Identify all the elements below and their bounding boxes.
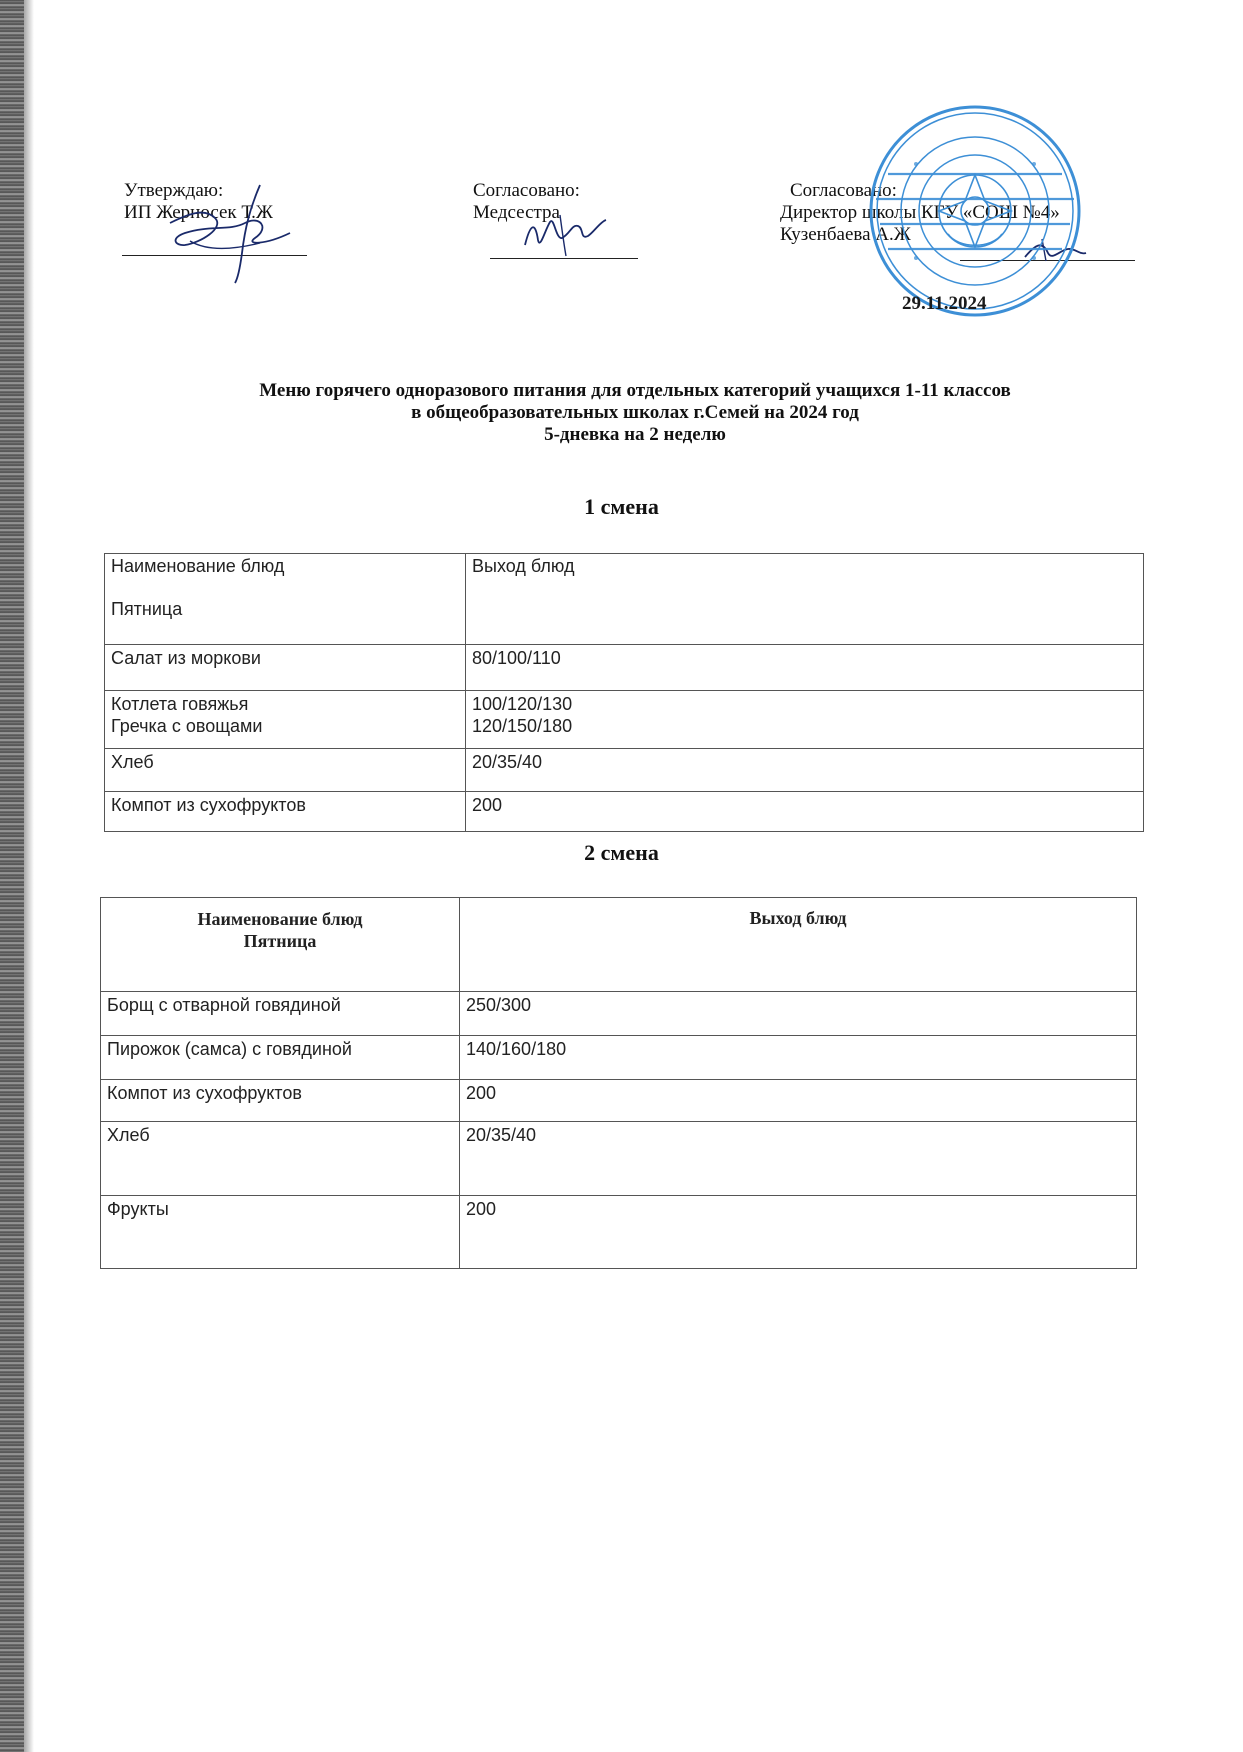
- dish-name: Хлеб: [107, 1125, 150, 1145]
- title-line-1: Меню горячего одноразового питания для отдельных категорий учащихся 1-11 классов: [259, 380, 1011, 401]
- approval-owner-name: ИП Жерносек Т.Ж: [124, 202, 273, 223]
- output-cell: [466, 691, 1144, 749]
- dish-name: Пирожок (самса) с говядиной: [107, 1039, 352, 1059]
- header-output-label: Выход блюд: [472, 556, 575, 576]
- header-output-cell: [466, 554, 1144, 645]
- approval-director-label: Согласовано:: [790, 180, 897, 201]
- dish-name: Гречка с овощами: [111, 716, 263, 736]
- title-line-2: в общеобразовательных школах г.Семей на 2024 год: [411, 402, 859, 423]
- dish-output: 200: [466, 1083, 497, 1103]
- dish-name: Салат из моркови: [111, 648, 261, 668]
- header-day-label: Пятница: [111, 599, 183, 619]
- table-row: [101, 1196, 1137, 1269]
- nurse-signature: [520, 210, 610, 260]
- dish-name: Фрукты: [107, 1199, 169, 1219]
- dish-cell: [105, 792, 466, 832]
- owner-signature: [150, 183, 310, 288]
- shift-1-table: [104, 553, 1144, 832]
- dish-output: 20/35/40: [472, 752, 543, 772]
- approval-date: 29.11.2024: [902, 293, 987, 314]
- table-header-row: [105, 554, 1144, 645]
- header-dish-cell: [105, 554, 466, 645]
- header-day-label: Пятница: [243, 931, 317, 951]
- dish-cell: [105, 645, 466, 691]
- output-cell: [460, 1080, 1137, 1122]
- dish-name: Компот из сухофруктов: [107, 1083, 302, 1103]
- approval-nurse-label: Согласовано:: [473, 180, 580, 201]
- dish-cell: [101, 1036, 460, 1080]
- dish-output: 80/100/110: [472, 648, 561, 668]
- output-cell: [460, 1036, 1137, 1080]
- table-row: [105, 749, 1144, 792]
- table-row: [101, 992, 1137, 1036]
- table-row: [101, 1080, 1137, 1122]
- dish-name: Борщ с отварной говядиной: [107, 995, 341, 1015]
- header-dish-label: Наименование блюд: [111, 556, 285, 576]
- table-header-row: [101, 898, 1137, 992]
- school-stamp: [868, 104, 1082, 318]
- shift-1-heading: 1 смена: [584, 494, 659, 519]
- dish-output: 120/150/180: [472, 716, 573, 736]
- dish-cell: [105, 749, 466, 792]
- table-row: [105, 645, 1144, 691]
- dish-cell: [101, 1122, 460, 1196]
- output-cell: [466, 645, 1144, 691]
- scan-edge-shadow: [24, 0, 34, 1752]
- table-row: [101, 1122, 1137, 1196]
- header-output-label: Выход блюд: [749, 908, 847, 928]
- dish-output: 200: [472, 795, 503, 815]
- dish-output: 20/35/40: [466, 1125, 537, 1145]
- approval-director-name: Кузенбаева А.Ж: [780, 224, 911, 245]
- dish-output: 140/160/180: [466, 1039, 567, 1059]
- header-output-cell: [460, 898, 1137, 992]
- output-cell: [466, 749, 1144, 792]
- approval-director-title: Директор школы КГУ «СОШ №4»: [780, 202, 1060, 223]
- output-cell: [460, 1196, 1137, 1269]
- header-dish-label: Наименование блюд: [197, 909, 363, 929]
- output-cell: [466, 792, 1144, 832]
- document-title: [110, 380, 1160, 446]
- dish-name: Котлета говяжья: [111, 694, 249, 714]
- dish-cell: [101, 1196, 460, 1269]
- output-cell: [460, 1122, 1137, 1196]
- title-line-3: 5-дневка на 2 неделю: [544, 424, 726, 445]
- output-cell: [460, 992, 1137, 1036]
- shift-2-heading: 2 смена: [584, 840, 659, 865]
- header-dish-cell: [101, 898, 460, 992]
- dish-cell: [101, 992, 460, 1036]
- scan-edge: [0, 0, 24, 1752]
- table-row: [105, 691, 1144, 749]
- shift-2-table: [100, 897, 1137, 1269]
- dish-name: Компот из сухофруктов: [111, 795, 306, 815]
- table-row: [101, 1036, 1137, 1080]
- dish-output: 200: [466, 1199, 497, 1219]
- approval-nurse-name: Медсестра: [473, 202, 560, 223]
- dish-output: 100/120/130: [472, 694, 573, 714]
- approval-owner-label: Утверждаю:: [124, 180, 224, 201]
- table-row: [105, 792, 1144, 832]
- dish-cell: [101, 1080, 460, 1122]
- dish-name: Хлеб: [111, 752, 154, 772]
- dish-output: 250/300: [466, 995, 532, 1015]
- dish-cell: [105, 691, 466, 749]
